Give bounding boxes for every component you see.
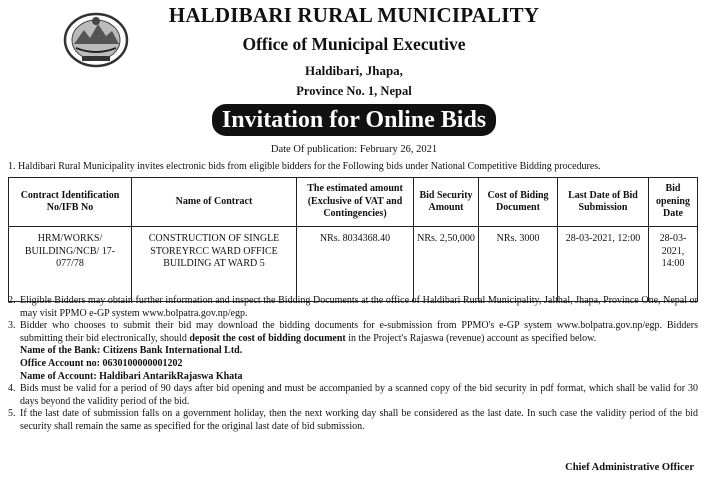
banner-wrap xyxy=(0,104,708,136)
note-text: If the last date of submission falls on a government holiday, then the next working day shall be considered as the last date. In such case the validity period of the bid security shall remain the same as specified for the original last date of bid submission. xyxy=(20,408,698,432)
notes-list xyxy=(8,295,698,434)
header-contract-name: Name of Contract xyxy=(132,178,297,227)
office-title: Office of Municipal Executive xyxy=(242,34,466,54)
note-4 xyxy=(8,383,698,408)
intro-paragraph: 1. Haldibari Rural Municipality invites electronic bids from eligible bidders for the Following bids under National Competitive Bidding procedures. xyxy=(8,161,601,172)
note-2 xyxy=(8,295,698,320)
account-name: Name of Account: Haldibari AntarikRajaswa Khata xyxy=(20,370,243,382)
account-number: Office Account no: 0630100000001202 xyxy=(20,357,183,369)
note-3-bold: deposit the cost of bidding document xyxy=(189,332,346,344)
note-number: 4. xyxy=(8,383,16,395)
invitation-banner: Invitation for Online Bids xyxy=(212,104,496,136)
note-number: 3. xyxy=(8,320,16,332)
province-line: Province No. 1, Nepal xyxy=(296,84,412,98)
header-contract-id: Contract Identification No/IFB No xyxy=(9,178,132,227)
header-last-date: Last Date of Bid Submission xyxy=(558,178,649,227)
note-3 xyxy=(8,320,698,345)
bank-name: Name of the Bank: Citizens Bank International Ltd. xyxy=(20,345,243,357)
location-line: Haldibari, Jhapa, xyxy=(305,63,403,78)
note-text: Eligible Bidders may obtain further information and inspect the Bidding Documents at the office of Haldibari Rural Municipality, Jalthal, Jhapa, Province One, Nepal or may visit PPMO e-GP system www.bolpatra.gov.np/egp. xyxy=(20,295,698,319)
cell-estimated-amount: NRs. 8034368.40 xyxy=(297,227,414,302)
header-bid-security: Bid Security Amount xyxy=(414,178,479,227)
note-3-part-a: Bidder who chooses to submit their bid may download the bidding documents for e-submission from PPMO's e-GP system www.bolpatra.gov.np/egp. Bidders submitting their bid electronically, should xyxy=(20,320,698,344)
note-number: 2. xyxy=(8,295,16,306)
cell-document-cost: NRs. 3000 xyxy=(479,227,558,302)
note-text: Bids must be valid for a period of 90 days after bid opening and must be accompanied by a scanned copy of the bid security in pdf format, which shall be valid for 30 days beyond the validity period of the bid. xyxy=(20,383,698,407)
signature: Chief Administrative Officer xyxy=(565,462,694,473)
note-number: 5. xyxy=(8,408,16,420)
header-document-cost: Cost of Biding Document xyxy=(479,178,558,227)
note-3-part-b: in the Project's Rajaswa (revenue) account as specified below. xyxy=(345,332,597,344)
bids-table xyxy=(8,177,698,302)
cell-last-date: 28-03-2021, 12:00 xyxy=(558,227,649,302)
cell-contract-name: CONSTRUCTION OF SINGLE STOREYRCC WARD OFFICE BUILDING AT WARD 5 xyxy=(132,227,297,302)
cell-contract-id: HRM/WORKS/ BUILDING/NCB/ 17-077/78 xyxy=(9,227,132,302)
cell-opening-date: 28-03-2021, 14:00 xyxy=(649,227,698,302)
note-text xyxy=(20,320,698,345)
table-header-row xyxy=(9,178,698,227)
header-opening-date: Bid opening Date xyxy=(649,178,698,227)
publication-date: Date Of publication: February 26, 2021 xyxy=(270,144,438,155)
note-5 xyxy=(8,408,698,433)
header-estimated-amount: The estimated amount (Exclusive of VAT and Contingencies) xyxy=(297,178,414,227)
cell-bid-security: NRs. 2,50,000 xyxy=(414,227,479,302)
municipality-title: HALDIBARI RURAL MUNICIPALITY xyxy=(168,3,540,27)
table-row xyxy=(9,227,698,302)
